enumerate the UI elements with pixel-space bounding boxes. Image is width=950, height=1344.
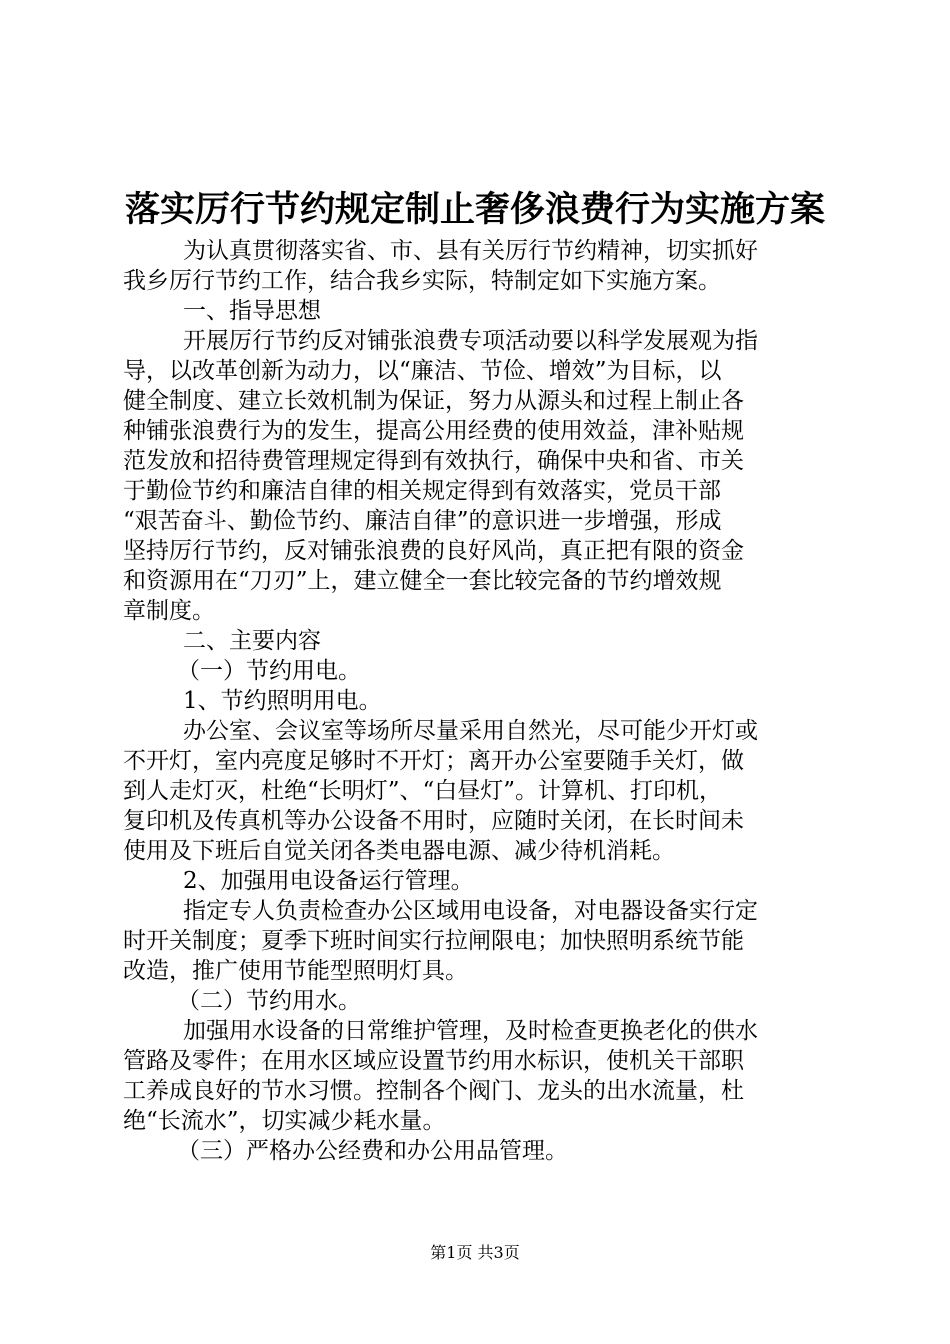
body-line: 导，以改革创新为动力，以“廉洁、节俭、增效”为目标，以 xyxy=(123,358,722,384)
body-line: 加强用水设备的日常维护管理，及时检查更换老化的供水 xyxy=(183,1018,758,1044)
subsection-heading: （一）节约用电。 xyxy=(177,658,361,684)
subsection-heading: 2、加强用电设备运行管理。 xyxy=(183,868,474,894)
body-line: 开展厉行节约反对铺张浪费专项活动要以科学发展观为指 xyxy=(183,328,758,354)
body-line: 坚持厉行节约，反对铺张浪费的良好风尚，真正把有限的资金 xyxy=(123,538,744,564)
body-line: 不开灯，室内亮度足够时不开灯；离开办公室要随手关灯，做 xyxy=(123,748,744,774)
document-title: 落实厉行节约规定制止奢侈浪费行为实施方案 xyxy=(124,189,825,230)
body-line: 于勤俭节约和廉洁自律的相关规定得到有效落实，党员干部 xyxy=(123,478,721,504)
body-line: 使用及下班后自觉关闭各类电器电源、减少待机消耗。 xyxy=(123,838,675,864)
body-line: 为认真贯彻落实省、市、县有关厉行节约精神，切实抓好 xyxy=(183,238,758,264)
body-line: 改造，推广使用节能型照明灯具。 xyxy=(123,958,468,984)
subsection-heading: （三）严格办公经费和办公用品管理。 xyxy=(177,1138,568,1164)
body-line: 工养成良好的节水习惯。控制各个阀门、龙头的出水流量，杜 xyxy=(123,1078,744,1104)
body-line: “艰苦奋斗、勤俭节约、廉洁自律”的意识进一步增强，形成 xyxy=(123,508,722,534)
section-heading: 一、指导思想 xyxy=(183,298,321,324)
body-line: 复印机及传真机等办公设备不用时，应随时关闭，在长时间未 xyxy=(123,808,744,834)
body-line: 种铺张浪费行为的发生，提高公用经费的使用效益，津补贴规 xyxy=(123,418,744,444)
subsection-heading: 1、节约照明用电。 xyxy=(183,688,382,714)
body-line: 时开关制度；夏季下班时间实行拉闸限电；加快照明系统节能 xyxy=(123,928,744,954)
body-line: 管路及零件；在用水区域应设置节约用水标识，使机关干部职 xyxy=(123,1048,744,1074)
body-line: 范发放和招待费管理规定得到有效执行，确保中央和省、市关 xyxy=(123,448,744,474)
section-heading: 二、主要内容 xyxy=(183,628,321,654)
body-line: 到人走灯灭，杜绝“长明灯”、“白昼灯”。计算机、打印机， xyxy=(123,778,723,804)
body-line: 健全制度、建立长效机制为保证，努力从源头和过程上制止各 xyxy=(123,388,744,414)
subsection-heading: （二）节约用水。 xyxy=(177,988,361,1014)
page-number: 第1页 共3页 xyxy=(430,1243,520,1262)
body-line: 和资源用在“刀刃”上，建立健全一套比较完备的节约增效规 xyxy=(123,568,722,594)
body-line: 章制度。 xyxy=(123,598,215,624)
body-line: 绝“长流水”，切实减少耗水量。 xyxy=(123,1108,446,1134)
body-line: 办公室、会议室等场所尽量采用自然光，尽可能少开灯或 xyxy=(183,718,758,744)
document-body xyxy=(123,236,833,1166)
body-line: 指定专人负责检查办公区域用电设备，对电器设备实行定 xyxy=(183,898,758,924)
body-line: 我乡厉行节约工作，结合我乡实际，特制定如下实施方案。 xyxy=(123,268,721,294)
